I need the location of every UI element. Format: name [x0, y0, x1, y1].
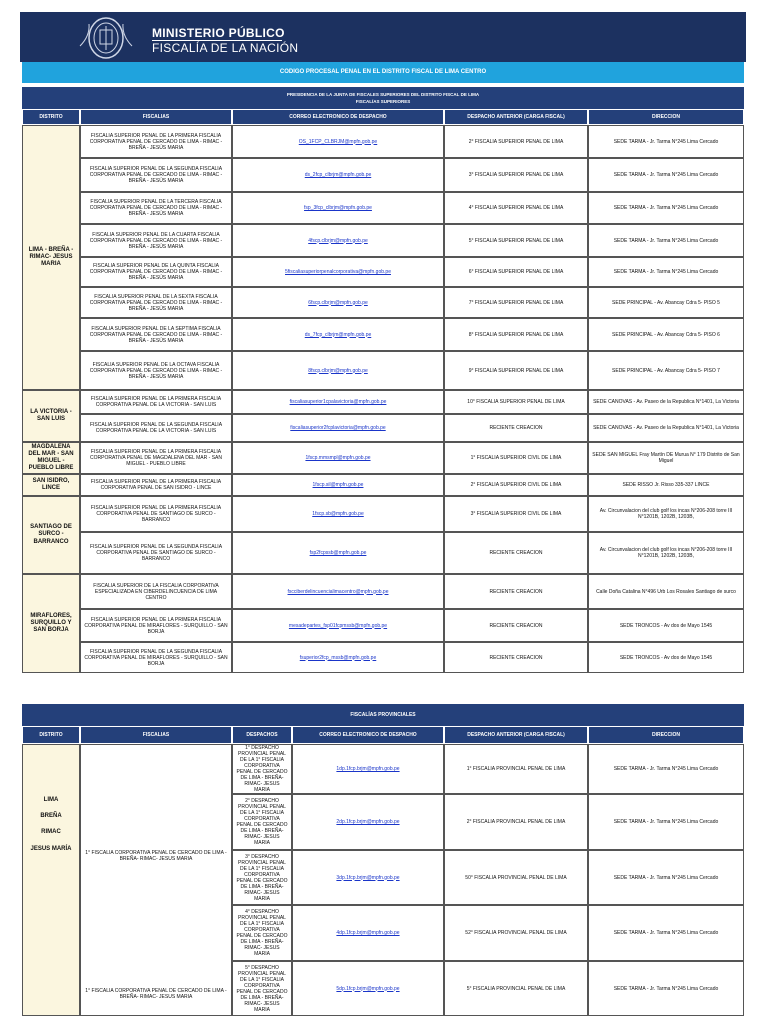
fiscalia-name: FISCALIA SUPERIOR PENAL DE LA PRIMERA FISCALIA CORPORATIVA PENAL DE CERCADO DE LIMA - RIMAC - BREÑA - JESÚS MARIA	[80, 125, 232, 158]
email-link[interactable]: 4fscp.clbrjm@mpfn.gob.pe	[308, 237, 368, 244]
previous-office: 7° FISCALIA SUPERIOR PENAL DE LIMA	[444, 287, 588, 318]
previous-office: 2° FISCALIA SUPERIOR PENAL DE LIMA	[444, 125, 588, 158]
previous-office: 9° FISCALIA SUPERIOR PENAL DE LIMA	[444, 351, 588, 390]
despacho-name: 4° DESPACHO PROVINCIAL PENAL DE LA 1° FISCALIA CORPORATIVA PENAL DE CERCADO DE LIMA - BREÑA- RIMAC- JESUS MARIA	[232, 905, 292, 961]
superior-header-0: DISTRITO	[22, 109, 80, 125]
office-address: SEDE CANOVAS - Av. Paseo de la Republica N°1401, La Victoria	[588, 414, 744, 442]
previous-office: 10° FISCALIA SUPERIOR PENAL DE LIMA	[444, 390, 588, 414]
despacho-name: 2° DESPACHO PROVINCIAL PENAL DE LA 1° FISCALIA CORPORATIVA PENAL DE CERCADO DE LIMA - BREÑA- RIMAC- JESUS MARIA	[232, 794, 292, 850]
previous-office: RECIENTE CREACION	[444, 574, 588, 609]
email-link-cell	[232, 287, 444, 318]
fiscalia-provincial-cell	[80, 744, 232, 1016]
fiscalia-name: FISCALIA SUPERIOR PENAL DE LA PRIMERA FISCALIA CORPORATIVA PENAL DE LA VICTORIA - SAN LUIS	[80, 390, 232, 414]
fiscalia-name: FISCALIA SUPERIOR PENAL DE LA SEPTIMA FISCALIA CORPORATIVA PENAL DE CERCADO DE LIMA - RIMAC - BREÑA - JESÚS MARIA	[80, 318, 232, 351]
despacho-name: 3° DESPACHO PROVINCIAL PENAL DE LA 1° FISCALIA CORPORATIVA PENAL DE CERCADO DE LIMA - BREÑA- RIMAC- JESUS MARIA	[232, 850, 292, 905]
seal-icon	[76, 16, 136, 60]
email-link[interactable]: fiscaliasuperior2fcplavictoria@mpfn.gob.pe	[290, 425, 386, 431]
email-link-cell	[232, 192, 444, 224]
fiscalia-name: FISCALIA SUPERIOR PENAL DE LA PRIMERA FISCALIA CORPORATIVA PENAL DE SAN ISIDRO - LINCE	[80, 474, 232, 496]
fiscalia-name: FISCALIA SUPERIOR PENAL DE LA SEGUNDA FISCALIA CORPORATIVA PENAL DE LA VICTORIA - SAN LUIS	[80, 414, 232, 442]
office-address: SEDE SAN MIGUEL Fray Martín DE Murua N° 179 Distrito de San Miguel	[588, 442, 744, 474]
office-address: SEDE TRONCOS - Av dos de Mayo 1545	[588, 609, 744, 642]
provincial-header-0: DISTRITO	[22, 726, 80, 744]
email-link[interactable]: fsp_3fcp_clbrjm@mpfn.gob.pe	[304, 205, 372, 211]
email-link[interactable]: 5fiscaliasuperiorpenalcorporativa@mpfn.gob.pe	[285, 269, 391, 275]
fiscalia-name: FISCALIA SUPERIOR PENAL DE LA OCTAVA FISCALIA CORPORATIVA PENAL DE CERCADO DE LIMA - RIMAC - BREÑA - JESÚS MARIA	[80, 351, 232, 390]
previous-office: RECIENTE CREACION	[444, 414, 588, 442]
previous-office: 5° FISCALIA PROVINCIAL PENAL DE LIMA	[444, 961, 588, 1016]
office-address: SEDE TARMA - Jr. Tarma N°245 Lima Cercado	[588, 744, 744, 794]
previous-office: 2° FISCALIA SUPERIOR CIVIL DE LIMA	[444, 474, 588, 496]
email-link[interactable]: 5dp.1fcp.brjm@mpfn.gob.pe	[336, 985, 400, 992]
district-label-provincial	[22, 744, 80, 1016]
office-address: Av. Circunvalacion del club golf los incas N°206-208 torre III N°1201B, 1202B, 1203B,	[588, 532, 744, 574]
despacho-name: 1° DESPACHO PROVINCIAL PENAL DE LA 1° FISCALIA CORPORATIVA PENAL DE CERCADO DE LIMA - BREÑA- RIMAC- JESUS MARIA	[232, 744, 292, 794]
office-address: Calle Doña Catalina N°496 Urb Los Rosales Santiago de surco	[588, 574, 744, 609]
email-link-cell	[232, 224, 444, 257]
fiscalia-name: FISCALIA SUPERIOR PENAL DE LA QUINTA FISCALIA CORPORATIVA PENAL DE CERCADO DE LIMA - RIMAC - BREÑA - JESÚS MARIA	[80, 257, 232, 287]
office-address: SEDE TARMA - Jr. Tarma N°245 Lima Cercado	[588, 224, 744, 257]
office-address: SEDE TRONCOS - Av dos de Mayo 1545	[588, 642, 744, 673]
document-title-band: CODIGO PROCESAL PENAL EN EL DISTRITO FISCAL DE LIMA CENTRO	[22, 62, 744, 83]
office-address: SEDE TARMA - Jr. Tarma N°245 Lima Cercado	[588, 961, 744, 1016]
email-link-cell	[292, 850, 444, 905]
email-link-cell	[232, 609, 444, 642]
office-address: SEDE PRINCIPAL - Av. Abancay Cdra 5- PISO 5	[588, 287, 744, 318]
previous-office: 4° FISCALIA SUPERIOR PENAL DE LIMA	[444, 192, 588, 224]
district-label: SAN ISIDRO, LINCE	[22, 474, 80, 496]
provincial-header-2: DESPACHOS	[232, 726, 292, 744]
previous-office: RECIENTE CREACION	[444, 642, 588, 673]
email-link[interactable]: 1fscp.sb@mpfn.gob.pe	[312, 511, 364, 517]
office-address: SEDE TARMA - Jr. Tarma N°245 Lima Cercado	[588, 905, 744, 961]
email-link[interactable]: 6fscp.clbrjm@mpfn.gob.pe	[308, 299, 368, 306]
email-link-cell	[232, 390, 444, 414]
office-address: SEDE RISSO Jr. Risso 335-337 LINCE	[588, 474, 744, 496]
previous-office: 6° FISCALIA SUPERIOR PENAL DE LIMA	[444, 257, 588, 287]
email-link-cell	[232, 125, 444, 158]
fiscalia-name: FISCALIA SUPERIOR PENAL DE LA SEGUNDA FISCALIA CORPORATIVA PENAL DE MIRAFLORES - SURQUILLO - SAN BORJA	[80, 642, 232, 673]
fiscalia-provincial-name: 1° FISCALIA CORPORATIVA PENAL DE CERCADO DE LIMA - BREÑA- RIMAC- JESUS MARIA	[85, 988, 227, 1000]
fiscalia-name: FISCALIA SUPERIOR PENAL DE LA PRIMERA FISCALIA CORPORATIVA PENAL DE SANTIAGO DE SURCO - BARRANCO	[80, 496, 232, 532]
office-address: SEDE CANOVAS - Av. Paseo de la Republica N°1401, La Victoria	[588, 390, 744, 414]
previous-office: RECIENTE CREACION	[444, 532, 588, 574]
district-label: LA VICTORIA - SAN LUIS	[22, 390, 80, 442]
district-label: SANTIAGO DE SURCO - BARRANCO	[22, 496, 80, 574]
fiscalia-name: FISCALIA SUPERIOR DE LA FISCALIA CORPORATIVA ESPECIALIZADA EN CIBERDELINCUENCIA DE LIMA CENTRO	[80, 574, 232, 609]
email-link[interactable]: ds_2fcp_clbrjm@mpfn.gob.pe	[304, 172, 372, 178]
email-link[interactable]: ds_7fcp_clbrjm@mpfn.gob.pe	[304, 331, 372, 338]
previous-office: 1° FISCALIA SUPERIOR CIVIL DE LIMA	[444, 442, 588, 474]
district-label: MIRAFLORES, SURQUILLO Y SAN BORJA	[22, 574, 80, 673]
presidency-band	[22, 87, 744, 109]
email-link-cell	[232, 318, 444, 351]
previous-office: 5° FISCALIA SUPERIOR PENAL DE LIMA	[444, 224, 588, 257]
email-link-cell	[232, 158, 444, 192]
district-line: JESUS MARÍA	[30, 845, 72, 852]
superior-section-title: FISCALÍAS SUPERIORES	[355, 99, 411, 105]
provincial-header-1: FISCALIAS	[80, 726, 232, 744]
previous-office: RECIENTE CREACION	[444, 609, 588, 642]
fiscalia-name: FISCALIA SUPERIOR PENAL DE LA CUARTA FISCALIA CORPORATIVA PENAL DE CERCADO DE LIMA - RIMAC - BREÑA - JESÚS MARIA	[80, 224, 232, 257]
ministerio-banner	[20, 12, 746, 62]
district-line: RIMAC	[41, 829, 61, 836]
fiscalia-name: FISCALIA SUPERIOR PENAL DE LA SEXTA FISCALIA CORPORATIVA PENAL DE CERCADO DE LIMA - RIMAC - BREÑA - JESÚS MARIA	[80, 287, 232, 318]
office-address: SEDE TARMA - Jr. Tarma N°245 Lima Cercado	[588, 257, 744, 287]
email-link-cell	[292, 961, 444, 1016]
fiscalia-name: FISCALIA SUPERIOR PENAL DE LA PRIMERA FISCALIA CORPORATIVA PENAL DE MAGDALENA DEL MAR - SAN MIGUEL - PUEBLO LIBRE	[80, 442, 232, 474]
email-link[interactable]: fsp2fcpssb@mpfn.gob.pe	[309, 550, 367, 556]
email-link[interactable]: 8fscp.clbrjm@mpfn.gob.pe	[308, 367, 368, 374]
email-link-cell	[232, 574, 444, 609]
email-link[interactable]: 3dp.1fcp.brjm@mpfn.gob.pe	[336, 874, 400, 881]
district-line: BREÑA	[40, 813, 62, 820]
previous-office: 2° FISCALIA PROVINCIAL PENAL DE LIMA	[444, 794, 588, 850]
previous-office: 50° FISCALIA PROVINCIAL PENAL DE LIMA	[444, 850, 588, 905]
provincial-section-band: FISCALÍAS PROVINCIALES	[22, 704, 744, 726]
provincial-header-3: CORREO ELECTRONICO DE DESPACHO	[292, 726, 444, 744]
despacho-name: 5° DESPACHO PROVINCIAL PENAL DE LA 1° FISCALIA CORPORATIVA PENAL DE CERCADO DE LIMA - BREÑA- RIMAC- JESUS MARIA	[232, 961, 292, 1016]
email-link-cell	[232, 351, 444, 390]
email-link-cell	[232, 414, 444, 442]
email-link[interactable]: 1fscp.mmsmpl@mpfn.gob.pe	[305, 455, 371, 461]
fiscalia-name: FISCALIA SUPERIOR PENAL DE LA PRIMERA FISCALIA CORPORATIVA PENAL DE MIRAFLORES - SURQUILLO - SAN BORJA	[80, 609, 232, 642]
office-address: SEDE PRINCIPAL - Av. Abancay Cdra 5- PISO 6	[588, 318, 744, 351]
district-label: LIMA - BREÑA - RIMAC- JESUS MARIA	[22, 125, 80, 390]
superior-header-3: DESPACHO ANTERIOR (CARGA FISCAL)	[444, 109, 588, 125]
fiscalia-name: FISCALIA SUPERIOR PENAL DE LA SEGUNDA FISCALIA CORPORATIVA PENAL DE CERCADO DE LIMA - RIMAC - BREÑA - JESÚS MARIA	[80, 158, 232, 192]
email-link-cell	[232, 257, 444, 287]
email-link-cell	[232, 474, 444, 496]
previous-office: 1° FISCALIA PROVINCIAL PENAL DE LIMA	[444, 744, 588, 794]
email-link[interactable]: fscciberdelincuencialimacentro@mpfn.gob.pe	[287, 588, 389, 595]
office-address: SEDE TARMA - Jr. Tarma N°245 Lima Cercado	[588, 158, 744, 192]
email-link[interactable]: OS_1FCP_CLBRJM@mpfn.gob.pe	[298, 138, 378, 145]
email-link[interactable]: 1dp.1fcp.brjm@mpfn.gob.pe	[336, 766, 400, 772]
ministry-name: MINISTERIO PÚBLICO	[152, 26, 285, 40]
previous-office: 3° FISCALIA SUPERIOR CIVIL DE LIMA	[444, 496, 588, 532]
email-link-cell	[232, 496, 444, 532]
email-link[interactable]: 2dp.1fcp.brjm@mpfn.gob.pe	[336, 819, 400, 825]
provincial-offices-table	[22, 726, 744, 1016]
email-link-cell	[232, 642, 444, 673]
superior-offices-table	[22, 109, 744, 701]
office-address: SEDE TARMA - Jr. Tarma N°245 Lima Cercado	[588, 192, 744, 224]
district-line: LIMA	[43, 797, 59, 803]
email-link-cell	[292, 794, 444, 850]
email-link-cell	[292, 744, 444, 794]
office-address: SEDE PRINCIPAL - Av. Abancay Cdra 5- PISO 7	[588, 351, 744, 390]
email-link[interactable]: mesadepartes_fsp01fcpmssb@mpfn.gob.pe	[288, 622, 388, 629]
fiscalia-provincial-name: 1° FISCALIA CORPORATIVA PENAL DE CERCADO DE LIMA - BREÑA- RIMAC- JESUS MARIA	[85, 850, 227, 862]
office-address: Av. Circunvalacion del club golf los incas N°206-208 torre III N°1201B, 1202B, 1203B,	[588, 496, 744, 532]
email-link-cell	[292, 905, 444, 961]
provincial-header-4: DESPACHO ANTERIOR (CARGA FISCAL)	[444, 726, 588, 744]
previous-office: 8° FISCALIA SUPERIOR PENAL DE LIMA	[444, 318, 588, 351]
previous-office: 3° FISCALIA SUPERIOR PENAL DE LIMA	[444, 158, 588, 192]
office-address: SEDE TARMA - Jr. Tarma N°245 Lima Cercado	[588, 125, 744, 158]
fiscalia-name: FISCALIA SUPERIOR PENAL DE LA TERCERA FISCALIA CORPORATIVA PENAL DE CERCADO DE LIMA - RIMAC - BREÑA - JESÚS MARIA	[80, 192, 232, 224]
office-address: SEDE TARMA - Jr. Tarma N°245 Lima Cercado	[588, 794, 744, 850]
presidency-line: PRESIDENCIA DE LA JUNTA DE FISCALES SUPERIORES DEL DISTRITO FISCAL DE LIMA	[286, 92, 480, 97]
email-link-cell	[232, 442, 444, 474]
email-link[interactable]: fsuperior2fcp_mssb@mpfn.gob.pe	[299, 654, 377, 661]
superior-header-2: CORREO ELECTRONICO DE DESPACHO	[232, 109, 444, 125]
email-link[interactable]: 4dp.1fcp.brjm@mpfn.gob.pe	[336, 930, 400, 936]
ministry-subtitle: FISCALÍA DE LA NACIÓN	[152, 41, 299, 55]
email-link[interactable]: 1fscp.sil@mpfn.gob.pe	[312, 482, 364, 488]
email-link-cell	[232, 532, 444, 574]
office-address: SEDE TARMA - Jr. Tarma N°245 Lima Cercado	[588, 850, 744, 905]
previous-office: 52° FISCALIA PROVINCIAL PENAL DE LIMA	[444, 905, 588, 961]
superior-header-1: FISCALIAS	[80, 109, 232, 125]
fiscalia-name: FISCALIA SUPERIOR PENAL DE LA SEGUNDA FISCALIA CORPORATIVA PENAL DE SANTIAGO DE SURCO - BARRANCO	[80, 532, 232, 574]
district-label: MAGDALENA DEL MAR - SAN MIGUEL - PUEBLO LIBRE	[22, 442, 80, 474]
superior-header-4: DIRECCION	[588, 109, 744, 125]
provincial-header-5: DIRECCION	[588, 726, 744, 744]
email-link[interactable]: fiscaliasuperior1cpalavictoria@mpfn.gob.pe	[289, 399, 387, 405]
